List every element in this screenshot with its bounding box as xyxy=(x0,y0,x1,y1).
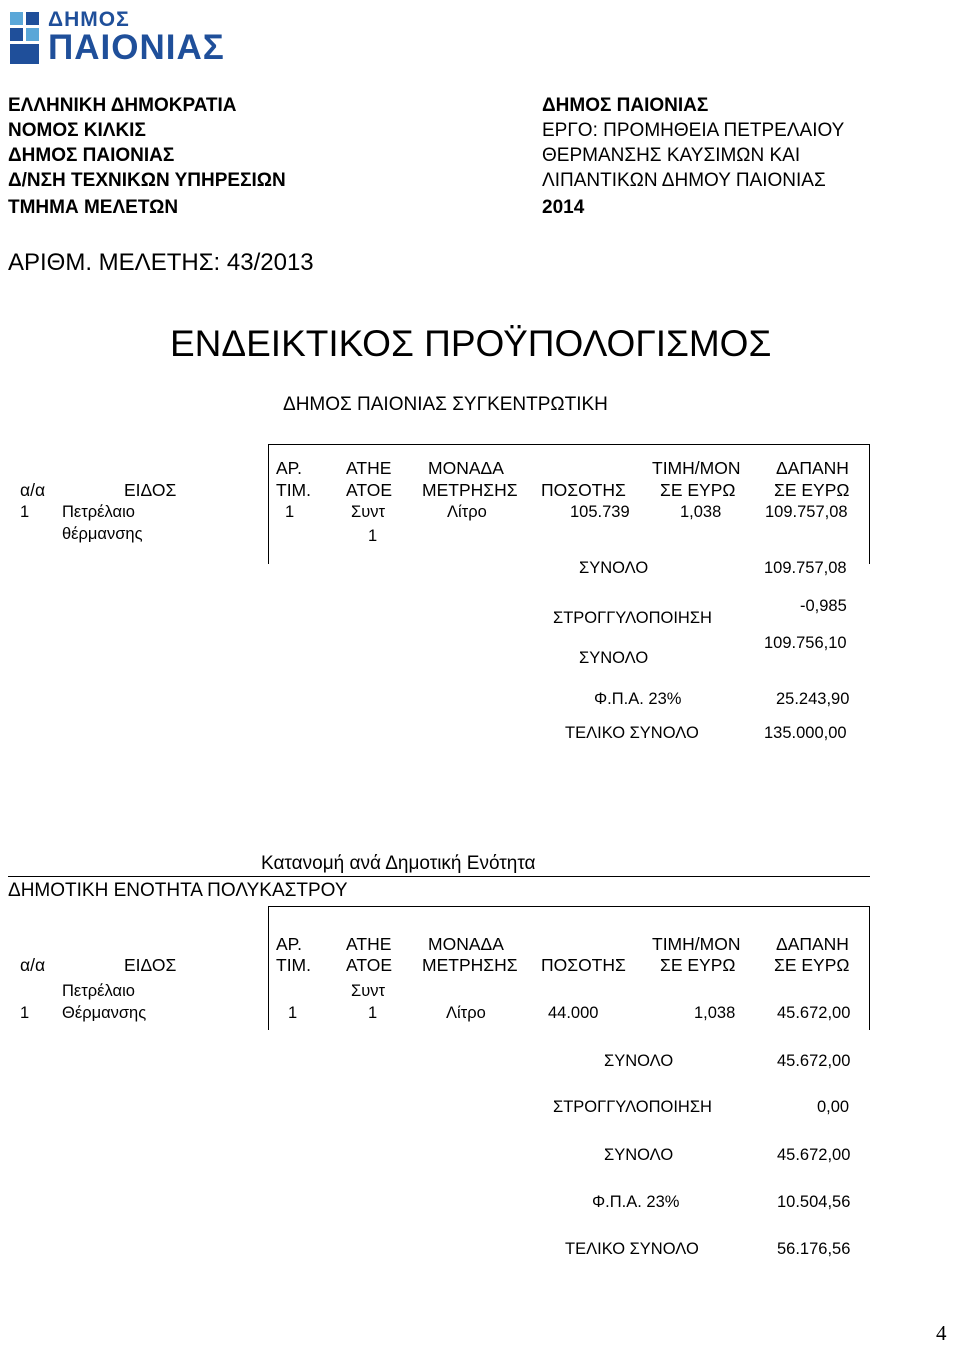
vat-value: 10.504,56 xyxy=(777,1193,851,1211)
row-timi: 1,038 xyxy=(680,503,722,521)
col-header-timi: ΤΙΜΗ/ΜΟΝ xyxy=(652,934,741,954)
col-header-ar: ΑΡ. xyxy=(276,934,302,954)
page-title: ΕΝΔΕΙΚΤΙΚΟΣ ΠΡΟΫΠΟΛΟΓΙΣΜΟΣ xyxy=(170,323,772,364)
row-eidos: Πετρέλαιο xyxy=(62,982,135,1000)
row-monada: Λίτρο xyxy=(447,503,487,521)
col-header-dapani: ΔΑΠΑΝΗ xyxy=(776,458,849,478)
page-subtitle: ΔΗΜΟΣ ΠΑΙΟΝΙΑΣ ΣΥΓΚΕΝΤΡΩΤΙΚΗ xyxy=(283,394,608,415)
row-timi: 1,038 xyxy=(694,1004,736,1022)
section-title: Κατανομή ανά Δημοτική Ενότητα xyxy=(261,853,536,874)
col-header-monada: ΜΕΤΡΗΣΗΣ xyxy=(422,480,518,500)
header-left-line: ΔΗΜΟΣ ΠΑΙΟΝΙΑΣ xyxy=(8,145,175,166)
subtotal-value: 109.756,10 xyxy=(764,634,847,652)
header-right-line: ΘΕΡΜΑΝΣΗΣ ΚΑΥΣΙΜΩΝ ΚΑΙ xyxy=(542,145,801,166)
row-eidos: Θέρμανσης xyxy=(62,1004,147,1022)
row-eidos: θέρμανσης xyxy=(62,525,143,543)
col-header-monada: ΜΕΤΡΗΣΗΣ xyxy=(422,955,518,975)
col-header-timi: ΣΕ ΕΥΡΩ xyxy=(660,955,736,975)
logo-line1: ΔΗΜΟΣ xyxy=(48,8,130,31)
grand-total-value: 135.000,00 xyxy=(764,724,847,742)
rounding-label: ΣΤΡΟΓΓΥΛΟΠΟΙΗΣΗ xyxy=(553,609,712,627)
row-athe: 1 xyxy=(368,527,378,545)
row-athe: 1 xyxy=(368,1004,378,1022)
rounding-label: ΣΤΡΟΓΓΥΛΟΠΟΙΗΣΗ xyxy=(553,1098,712,1116)
subtotal-label: ΣΥΝΟΛΟ xyxy=(579,649,649,667)
col-header-monada: ΜΟΝΑΔΑ xyxy=(428,458,504,478)
vat-label: Φ.Π.Α. 23% xyxy=(592,1193,680,1211)
grand-total-value: 56.176,56 xyxy=(777,1240,851,1258)
col-header-aa: α/α xyxy=(20,480,46,500)
col-header-athe: ΑΤΗΕ xyxy=(346,934,392,954)
col-header-ar: ΑΡ. xyxy=(276,458,302,478)
row-dapani: 45.672,00 xyxy=(777,1004,851,1022)
col-header-timi: ΣΕ ΕΥΡΩ xyxy=(660,480,736,500)
logo-line2: ΠΑΙΟΝΙΑΣ xyxy=(48,28,225,67)
row-aa: 1 xyxy=(20,1004,30,1022)
row-posotis: 105.739 xyxy=(570,503,630,521)
row-athe: Συντ xyxy=(351,982,385,1000)
col-header-athe: ΑΤΟΕ xyxy=(346,480,393,500)
col-header-eidos: ΕΙΔΟΣ xyxy=(124,480,177,500)
header-right-line: ΕΡΓΟ: ΠΡΟΜΗΘΕΙΑ ΠΕΤΡΕΛΑΙΟΥ xyxy=(542,120,845,141)
col-header-eidos: ΕΙΔΟΣ xyxy=(124,955,177,975)
col-header-dapani: ΔΑΠΑΝΗ xyxy=(776,934,849,954)
municipality-logo xyxy=(8,8,243,72)
subtotal-value: 45.672,00 xyxy=(777,1146,851,1164)
row-eidos: Πετρέλαιο xyxy=(62,503,135,521)
header-right-line: ΛΙΠΑΝΤΙΚΩΝ ΔΗΜΟΥ ΠΑΙΟΝΙΑΣ xyxy=(542,170,826,191)
header-right-line: ΔΗΜΟΣ ΠΑΙΟΝΙΑΣ xyxy=(542,95,709,116)
col-header-athe: ΑΤΗΕ xyxy=(346,458,392,478)
row-dapani: 109.757,08 xyxy=(765,503,848,521)
page-number: 4 xyxy=(936,1321,947,1345)
col-header-posotis: ΠΟΣΟΤΗΣ xyxy=(541,955,626,975)
header-right-line: 2014 xyxy=(542,197,585,218)
study-number: ΑΡΙΘΜ. ΜΕΛΕΤΗΣ: 43/2013 xyxy=(8,249,314,276)
total-label: ΣΥΝΟΛΟ xyxy=(604,1052,674,1070)
header-left-line: ΕΛΛΗΝΙΚΗ ΔΗΜΟΚΡΑΤΙΑ xyxy=(8,95,237,116)
header-left-line: ΤΜΗΜΑ ΜΕΛΕΤΩΝ xyxy=(8,197,179,218)
col-header-ar: ΤΙΜ. xyxy=(276,480,311,500)
row-ar: 1 xyxy=(285,503,295,521)
col-header-timi: ΤΙΜΗ/ΜΟΝ xyxy=(652,458,741,478)
subtotal-label: ΣΥΝΟΛΟ xyxy=(604,1146,674,1164)
section-unit: ΔΗΜΟΤΙΚΗ ΕΝΟΤΗΤΑ ΠΟΛΥΚΑΣΤΡΟΥ xyxy=(8,880,348,901)
row-ar: 1 xyxy=(288,1004,298,1022)
row-posotis: 44.000 xyxy=(548,1004,599,1022)
grand-total-label: ΤΕΛΙΚΟ ΣΥΝΟΛΟ xyxy=(565,724,699,742)
col-header-aa: α/α xyxy=(20,955,46,975)
header-left-line: Δ/ΝΣΗ ΤΕΧΝΙΚΩΝ ΥΠΗΡΕΣΙΩΝ xyxy=(8,170,286,191)
rounding-value: -0,985 xyxy=(800,597,847,615)
total-label: ΣΥΝΟΛΟ xyxy=(579,559,649,577)
rounding-value: 0,00 xyxy=(817,1098,850,1116)
grand-total-label: ΤΕΛΙΚΟ ΣΥΝΟΛΟ xyxy=(565,1240,699,1258)
col-header-dapani: ΣΕ ΕΥΡΩ xyxy=(774,955,850,975)
col-header-posotis: ΠΟΣΟΤΗΣ xyxy=(541,480,626,500)
row-athe: Συντ xyxy=(351,503,385,521)
col-header-dapani: ΣΕ ΕΥΡΩ xyxy=(774,480,850,500)
row-monada: Λίτρο xyxy=(446,1004,486,1022)
vat-value: 25.243,90 xyxy=(776,690,850,708)
col-header-athe: ΑΤΟΕ xyxy=(346,955,393,975)
col-header-monada: ΜΟΝΑΔΑ xyxy=(428,934,504,954)
total-value: 109.757,08 xyxy=(764,559,847,577)
row-aa: 1 xyxy=(20,503,30,521)
vat-label: Φ.Π.Α. 23% xyxy=(594,690,682,708)
col-header-ar: ΤΙΜ. xyxy=(276,955,311,975)
header-left-line: ΝΟΜΟΣ ΚΙΛΚΙΣ xyxy=(8,120,146,141)
total-value: 45.672,00 xyxy=(777,1052,851,1070)
